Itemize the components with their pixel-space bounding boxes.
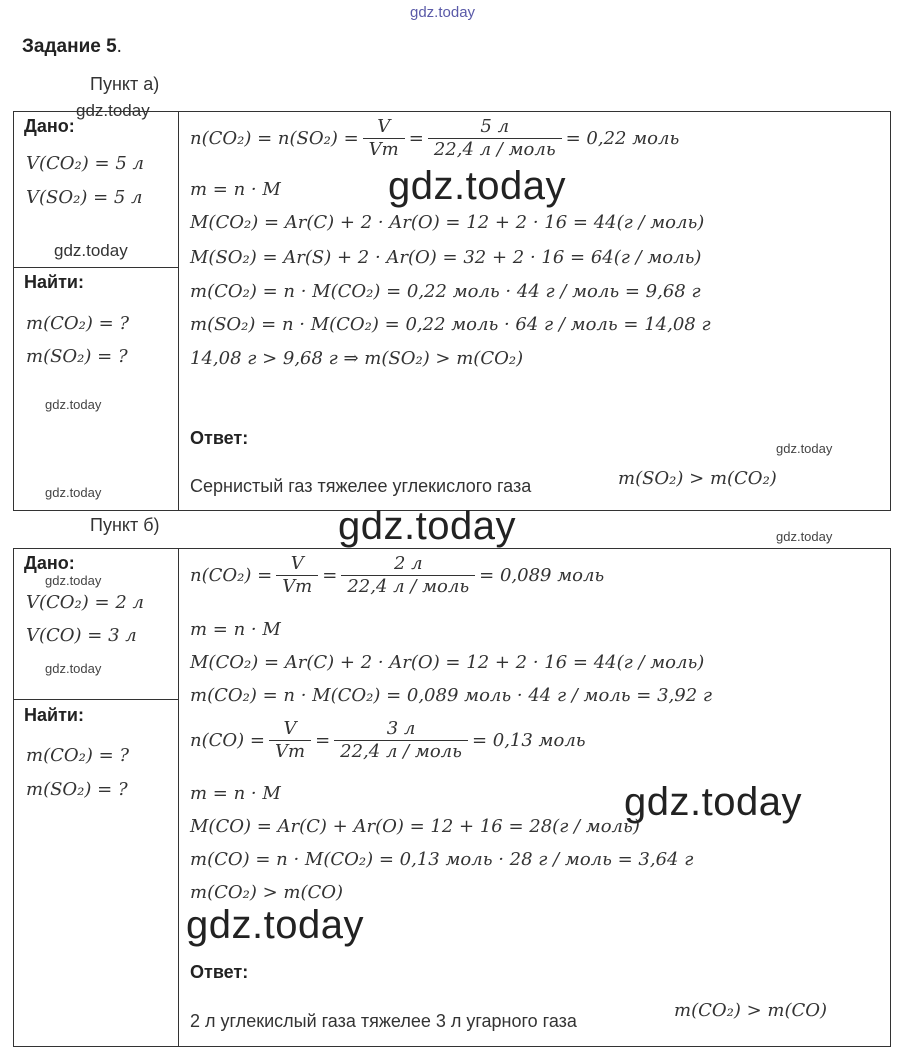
part-b-solution-line-2: m = n · M bbox=[190, 619, 281, 640]
part-b-solution-line-1: n(CO₂) = $\frac{V}{Vm}$ = $\frac{2 л}{\text{22,4 л / моль}}$ = 0,089 моль bbox=[190, 553, 605, 597]
part-a-given-2: V(SO₂) = 5 л bbox=[26, 187, 143, 208]
watermark-top: gdz.today bbox=[410, 4, 476, 21]
part-b-solution-line-7: M(CO) = Ar(C) + Ar(O) = 12 + 16 = 28(г / моль) bbox=[190, 816, 640, 837]
part-b-find-2: m(SO₂) = ? bbox=[26, 779, 128, 800]
part-b-answer-formula: m(CO₂) > m(CO) bbox=[674, 1000, 828, 1021]
part-a-answer-text: Сернистый газ тяжелее углекислого газа bbox=[190, 476, 532, 496]
part-a-solution-line-5: m(CO₂) = n · M(CO₂) = 0,22 моль · 44 г / моль = 9,68 г bbox=[190, 281, 701, 302]
part-b-solution-line-9: m(CO₂) > m(CO) bbox=[190, 882, 344, 903]
watermark: gdz.today bbox=[338, 504, 516, 548]
task-title: Задание 5. bbox=[22, 36, 122, 57]
watermark: gdz.today bbox=[388, 164, 566, 208]
part-b-solution-line-3: M(CO₂) = Ar(C) + 2 · Ar(O) = 12 + 2 · 16 = 44(г / моль) bbox=[190, 652, 705, 673]
part-b-given-1: V(CO₂) = 2 л bbox=[26, 592, 144, 613]
part-a-solution-line-4: M(SO₂) = Ar(S) + 2 · Ar(O) = 32 + 2 · 16 = 64(г / моль) bbox=[190, 247, 702, 268]
watermark: gdz.today bbox=[624, 780, 802, 824]
part-a-solution-line-1: n(CO₂) = n(SO₂) = $\frac{V}{Vm}$ = $\frac{5 л}{\text{22,4 л / моль}}$ = 0,22 моль bbox=[190, 116, 680, 160]
part-b-label: Пункт б) bbox=[90, 515, 160, 535]
part-a-find-header: Найти: bbox=[24, 272, 84, 292]
part-b-given-header: Дано: bbox=[24, 553, 75, 573]
part-b-solution-line-6: m = n · M bbox=[190, 783, 281, 804]
watermark: gdz.today bbox=[186, 903, 364, 947]
part-a-given-1: V(CO₂) = 5 л bbox=[26, 153, 144, 174]
part-b-divider bbox=[178, 548, 179, 1047]
watermark: gdz.today bbox=[45, 485, 102, 500]
part-a-given-separator bbox=[13, 267, 178, 268]
watermark: gdz.today bbox=[776, 529, 833, 544]
part-a-label: Пункт а) bbox=[90, 74, 160, 94]
part-b-solution-line-5: n(CO) = $\frac{V}{Vm}$ = $\frac{3 л}{\text{22,4 л / моль}}$ = 0,13 моль bbox=[190, 718, 586, 762]
watermark: gdz.today bbox=[54, 241, 128, 260]
part-a-solution-line-3: M(CO₂) = Ar(C) + 2 · Ar(O) = 12 + 2 · 16 = 44(г / моль) bbox=[190, 212, 705, 233]
part-b-answer-header: Ответ: bbox=[190, 962, 249, 982]
part-a-solution-line-7: 14,08 г > 9,68 г ⇒ m(SO₂) > m(CO₂) bbox=[190, 348, 524, 369]
part-a-answer-formula: m(SO₂) > m(CO₂) bbox=[618, 468, 777, 489]
part-b-given-separator bbox=[13, 699, 178, 700]
part-a-answer-header: Ответ: bbox=[190, 428, 249, 448]
part-a-solution-line-6: m(SO₂) = n · M(CO₂) = 0,22 моль · 64 г / моль = 14,08 г bbox=[190, 314, 711, 335]
part-a-find-1: m(CO₂) = ? bbox=[26, 313, 130, 334]
part-b-find-1: m(CO₂) = ? bbox=[26, 745, 130, 766]
watermark: gdz.today bbox=[45, 573, 102, 588]
part-b-answer-text: 2 л углекислый газа тяжелее 3 л угарного газа bbox=[190, 1011, 577, 1031]
part-b-solution-line-8: m(CO) = n · M(CO₂) = 0,13 моль · 28 г / моль = 3,64 г bbox=[190, 849, 694, 870]
part-b-given-2: V(CO) = 3 л bbox=[26, 625, 137, 646]
watermark: gdz.today bbox=[776, 441, 833, 456]
part-a-find-2: m(SO₂) = ? bbox=[26, 346, 128, 367]
part-b-find-header: Найти: bbox=[24, 705, 84, 725]
watermark: gdz.today bbox=[76, 101, 150, 120]
part-a-solution-line-2: m = n · M bbox=[190, 179, 281, 200]
watermark: gdz.today bbox=[45, 661, 102, 676]
part-a-divider bbox=[178, 111, 179, 511]
watermark: gdz.today bbox=[45, 397, 102, 412]
part-a-given-header: Дано: bbox=[24, 116, 75, 136]
part-b-solution-line-4: m(CO₂) = n · M(CO₂) = 0,089 моль · 44 г / моль = 3,92 г bbox=[190, 685, 712, 706]
